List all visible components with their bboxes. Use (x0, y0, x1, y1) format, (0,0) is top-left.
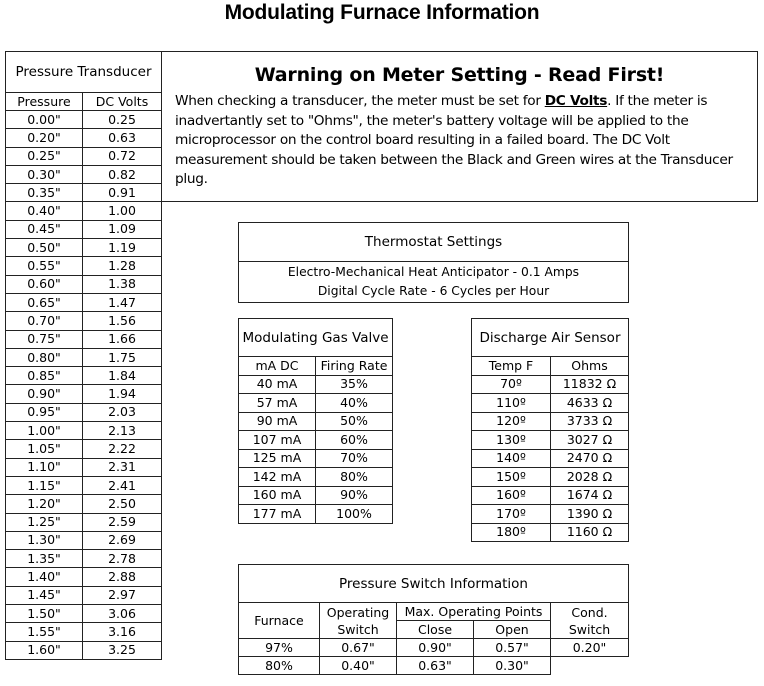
table-row (6, 422, 162, 440)
table-cell: 60% (316, 431, 393, 450)
pressure-switch-row-80 (239, 657, 629, 675)
table-cell: 160 mA (239, 486, 316, 505)
table-row (239, 394, 393, 413)
table-row (472, 431, 629, 450)
table-cell: 1390 Ω (551, 505, 629, 524)
anticipator-setting: Electro-Mechanical Heat Anticipator - 0.1 Amps (287, 265, 580, 279)
ma-dc-header: mA DC (239, 357, 316, 376)
table-cell: 70% (316, 449, 393, 468)
table-cell: 4633 Ω (551, 394, 629, 413)
table-row (6, 605, 162, 623)
pressure-transducer-table (5, 51, 162, 660)
table-row (239, 505, 393, 524)
table-cell: 0.30" (6, 165, 83, 183)
table-cell: 0.95" (6, 403, 83, 421)
table-cell: 1.66 (83, 330, 162, 348)
table-cell: 2.22 (83, 440, 162, 458)
table-cell: 3.25 (83, 641, 162, 659)
table-row (6, 403, 162, 421)
table-cell: 40 mA (239, 375, 316, 394)
page-title: Modulating Furnace Information (224, 1, 540, 24)
table-cell: 2.13 (83, 422, 162, 440)
table-cell: 1.25" (6, 513, 83, 531)
table-cell: 1.38 (83, 275, 162, 293)
table-cell: 80% (316, 468, 393, 487)
table-row (472, 523, 629, 542)
table-cell: 2.69 (83, 531, 162, 549)
furnace-cell: 80% (239, 657, 320, 675)
table-cell: 110º (472, 394, 551, 413)
table-cell: 2.97 (83, 586, 162, 604)
table-cell: 1.20" (6, 495, 83, 513)
table-cell: 1.50" (6, 605, 83, 623)
table-cell: 1.19 (83, 239, 162, 257)
table-row (6, 348, 162, 366)
table-cell: 0.72 (83, 147, 162, 165)
table-cell: 1.84 (83, 367, 162, 385)
table-row (6, 111, 162, 129)
operating-switch-header: Operating Switch (320, 603, 397, 639)
table-cell: 1.10" (6, 458, 83, 476)
table-cell: 0.40" (6, 202, 83, 220)
table-row (6, 458, 162, 476)
table-cell: 130º (472, 431, 551, 450)
table-cell: 1.45" (6, 586, 83, 604)
table-row (6, 550, 162, 568)
table-cell: 2.59 (83, 513, 162, 531)
table-row (472, 394, 629, 413)
table-cell: 1.75 (83, 348, 162, 366)
table-row (6, 568, 162, 586)
table-row (239, 449, 393, 468)
pressure-switch-title: Pressure Switch Information (239, 565, 629, 603)
table-cell: 150º (472, 468, 551, 487)
thermostat-settings-body (239, 262, 629, 303)
thermostat-title: Thermostat Settings (239, 223, 629, 262)
firing-rate-header: Firing Rate (316, 357, 393, 376)
table-cell: 1.05" (6, 440, 83, 458)
pressure-header: Pressure (6, 93, 83, 111)
open-cell: 0.30" (474, 657, 551, 675)
table-row (6, 531, 162, 549)
thermostat-settings-table (238, 222, 629, 303)
table-cell: 120º (472, 412, 551, 431)
table-row (6, 275, 162, 293)
table-cell: 50% (316, 412, 393, 431)
ohms-header: Ohms (551, 357, 629, 376)
table-cell: 2.41 (83, 476, 162, 494)
table-cell: 0.85" (6, 367, 83, 385)
table-cell: 107 mA (239, 431, 316, 450)
table-cell: 1.30" (6, 531, 83, 549)
table-row (239, 375, 393, 394)
table-cell: 170º (472, 505, 551, 524)
table-cell: 1.35" (6, 550, 83, 568)
close-header: Close (397, 621, 474, 639)
table-row (6, 623, 162, 641)
table-row (6, 239, 162, 257)
table-cell: 70º (472, 375, 551, 394)
warning-body (175, 92, 755, 190)
table-cell: 1160 Ω (551, 523, 629, 542)
table-cell: 0.91 (83, 184, 162, 202)
furnace-header: Furnace (239, 603, 320, 639)
table-cell: 3.16 (83, 623, 162, 641)
warning-box (161, 51, 758, 202)
table-cell: 177 mA (239, 505, 316, 524)
table-cell: 2470 Ω (551, 449, 629, 468)
table-row (6, 476, 162, 494)
table-cell: 0.25" (6, 147, 83, 165)
table-cell: 1.94 (83, 385, 162, 403)
table-row (6, 330, 162, 348)
table-cell: 0.55" (6, 257, 83, 275)
table-row (239, 468, 393, 487)
table-row (6, 367, 162, 385)
gas-valve-table (238, 318, 393, 524)
close-cell: 0.63" (397, 657, 474, 675)
table-cell: 0.63 (83, 129, 162, 147)
pressure-transducer-title: Pressure Transducer (6, 52, 162, 93)
table-cell: 2028 Ω (551, 468, 629, 487)
table-cell: 1674 Ω (551, 486, 629, 505)
max-operating-points-header: Max. Operating Points (397, 603, 551, 621)
table-cell: 0.70" (6, 312, 83, 330)
table-cell: 0.35" (6, 184, 83, 202)
table-cell: 0.00" (6, 111, 83, 129)
table-row (472, 375, 629, 394)
table-row (472, 505, 629, 524)
warning-text-before: When checking a transducer, the meter must be set for (175, 93, 545, 109)
table-cell: 57 mA (239, 394, 316, 413)
table-row (6, 147, 162, 165)
table-cell: 0.65" (6, 293, 83, 311)
furnace-cell: 97% (239, 639, 320, 657)
warning-text-after: . If the meter is inadvertantly set to "Ohms", the meter's battery voltage will be applied to the microprocessor on the control board resulting in a failed board. The DC Volt measurement should be taken between the Black and Green wires at the Transducer plug. (175, 93, 733, 187)
close-cell: 0.90" (397, 639, 474, 657)
open-cell: 0.57" (474, 639, 551, 657)
open-header: Open (474, 621, 551, 639)
table-cell: 142 mA (239, 468, 316, 487)
table-cell: 0.45" (6, 220, 83, 238)
gas-valve-title: Modulating Gas Valve (239, 319, 393, 357)
table-row (472, 449, 629, 468)
table-cell: 0.60" (6, 275, 83, 293)
table-cell: 160º (472, 486, 551, 505)
table-row (6, 202, 162, 220)
table-cell: 0.82 (83, 165, 162, 183)
table-row (6, 129, 162, 147)
table-cell: 1.56 (83, 312, 162, 330)
table-cell: 1.00 (83, 202, 162, 220)
table-cell: 1.40" (6, 568, 83, 586)
pressure-switch-table (238, 564, 629, 675)
table-row (472, 486, 629, 505)
table-cell: 0.20" (6, 129, 83, 147)
dc-volts-header: DC Volts (83, 93, 162, 111)
table-row (6, 293, 162, 311)
temp-header: Temp F (472, 357, 551, 376)
pressure-switch-row-97 (239, 639, 629, 657)
table-cell: 90 mA (239, 412, 316, 431)
table-row (6, 257, 162, 275)
table-row (6, 586, 162, 604)
table-cell: 0.80" (6, 348, 83, 366)
warning-heading: Warning on Meter Setting - Read First! (254, 64, 665, 86)
table-cell: 0.50" (6, 239, 83, 257)
table-cell: 180º (472, 523, 551, 542)
table-row (6, 312, 162, 330)
operating-cell: 0.40" (320, 657, 397, 675)
table-cell: 90% (316, 486, 393, 505)
table-cell: 1.55" (6, 623, 83, 641)
cond-cell-empty (551, 657, 629, 675)
table-row (6, 385, 162, 403)
cond-switch-header: Cond. Switch (551, 603, 629, 639)
discharge-air-title: Discharge Air Sensor (472, 319, 629, 357)
table-row (239, 412, 393, 431)
table-cell: 2.78 (83, 550, 162, 568)
operating-cell: 0.67" (320, 639, 397, 657)
table-row (6, 165, 162, 183)
table-row (6, 513, 162, 531)
table-cell: 1.09 (83, 220, 162, 238)
cond-cell: 0.20" (551, 639, 629, 657)
table-cell: 40% (316, 394, 393, 413)
table-row (239, 486, 393, 505)
cycle-rate-setting: Digital Cycle Rate - 6 Cycles per Hour (317, 284, 550, 298)
table-row (239, 431, 393, 450)
table-row (6, 641, 162, 659)
table-cell: 2.88 (83, 568, 162, 586)
table-row (472, 412, 629, 431)
table-cell: 35% (316, 375, 393, 394)
table-row (6, 495, 162, 513)
warning-emphasis: DC Volts (544, 93, 608, 109)
table-cell: 0.90" (6, 385, 83, 403)
table-cell: 1.15" (6, 476, 83, 494)
table-cell: 3.06 (83, 605, 162, 623)
table-cell: 11832 Ω (551, 375, 629, 394)
table-row (6, 184, 162, 202)
table-row (472, 468, 629, 487)
table-cell: 3733 Ω (551, 412, 629, 431)
table-cell: 140º (472, 449, 551, 468)
table-cell: 1.28 (83, 257, 162, 275)
table-cell: 0.75" (6, 330, 83, 348)
table-row (6, 440, 162, 458)
table-row (6, 220, 162, 238)
table-cell: 2.03 (83, 403, 162, 421)
table-cell: 125 mA (239, 449, 316, 468)
table-cell: 1.60" (6, 641, 83, 659)
table-cell: 1.00" (6, 422, 83, 440)
table-cell: 1.47 (83, 293, 162, 311)
table-cell: 3027 Ω (551, 431, 629, 450)
table-cell: 0.25 (83, 111, 162, 129)
discharge-air-sensor-table (471, 318, 629, 542)
table-cell: 100% (316, 505, 393, 524)
table-cell: 2.31 (83, 458, 162, 476)
table-cell: 2.50 (83, 495, 162, 513)
